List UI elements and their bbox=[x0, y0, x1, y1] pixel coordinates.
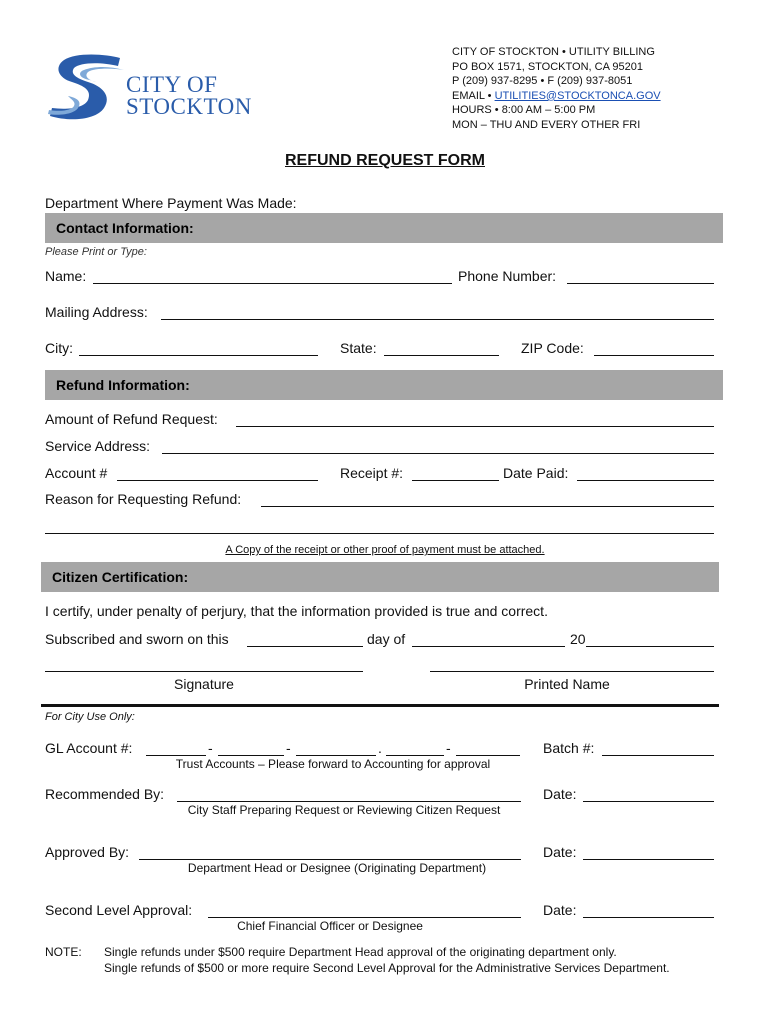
date-paid-field[interactable] bbox=[577, 480, 714, 481]
gl-account-label: GL Account #: bbox=[45, 740, 133, 756]
reason-field-line-1[interactable] bbox=[261, 506, 714, 507]
recommended-by-label: Recommended By: bbox=[45, 786, 165, 802]
logo-line-1: CITY OF bbox=[126, 72, 218, 97]
phone-field[interactable] bbox=[567, 283, 714, 284]
mailing-address-label: Mailing Address: bbox=[45, 304, 148, 320]
note-line-2: Single refunds of $500 or more require Second Level Approval for the Administrative Services Department. bbox=[104, 961, 670, 975]
receipt-label: Receipt #: bbox=[340, 465, 404, 481]
approved-date-label: Date: bbox=[543, 844, 577, 860]
contact-section-header bbox=[45, 213, 723, 243]
day-of-label: day of bbox=[367, 631, 406, 647]
city-logo-mark bbox=[48, 50, 128, 125]
amount-field[interactable] bbox=[236, 426, 714, 427]
name-field[interactable] bbox=[93, 283, 452, 284]
gl-account-field-5[interactable] bbox=[456, 755, 520, 756]
header-line-1: CITY OF STOCKTON • UTILITY BILLING bbox=[452, 46, 655, 58]
printed-name-label: Printed Name bbox=[524, 676, 610, 692]
city-use-divider bbox=[41, 704, 719, 707]
signature-field[interactable] bbox=[45, 671, 363, 672]
gl-sep-3: . bbox=[378, 740, 382, 756]
phone-label: Phone Number: bbox=[458, 268, 557, 284]
recommended-date-label: Date: bbox=[543, 786, 577, 802]
department-label: Department Where Payment Was Made: bbox=[45, 195, 297, 211]
certification-heading: Citizen Certification: bbox=[52, 569, 189, 585]
account-field[interactable] bbox=[117, 480, 318, 481]
zip-label: ZIP Code: bbox=[521, 340, 584, 356]
certification-section-header bbox=[41, 562, 719, 592]
gl-account-field-4[interactable] bbox=[386, 755, 444, 756]
state-field[interactable] bbox=[384, 355, 499, 356]
city-field[interactable] bbox=[79, 355, 318, 356]
second-level-label: Second Level Approval: bbox=[45, 902, 193, 918]
approved-by-field[interactable] bbox=[139, 859, 521, 860]
approved-note: Department Head or Designee (Originating Department) bbox=[187, 861, 487, 875]
receipt-note: A Copy of the receipt or other proof of payment must be attached. bbox=[225, 544, 545, 556]
gl-sep-4: - bbox=[446, 740, 451, 756]
recommended-by-field[interactable] bbox=[177, 801, 521, 802]
reason-label: Reason for Requesting Refund: bbox=[45, 491, 242, 507]
mailing-address-field[interactable] bbox=[161, 319, 714, 320]
batch-field[interactable] bbox=[602, 755, 714, 756]
refund-section-header bbox=[45, 370, 723, 400]
email-link[interactable]: UTILITIES@STOCKTONCA.GOV bbox=[494, 89, 661, 102]
gl-account-field-1[interactable] bbox=[146, 755, 206, 756]
second-level-note: Chief Financial Officer or Designee bbox=[237, 919, 423, 933]
state-label: State: bbox=[340, 340, 377, 356]
contact-header bbox=[452, 45, 661, 133]
amount-label: Amount of Refund Request: bbox=[45, 411, 218, 427]
logo-line-2: STOCKTON bbox=[126, 94, 252, 119]
signature-label: Signature bbox=[174, 676, 234, 692]
note-line-1: Single refunds under $500 require Department Head approval of the originating department only. bbox=[104, 945, 617, 959]
certification-statement: I certify, under penalty of perjury, that the information provided is true and correct. bbox=[45, 603, 548, 619]
contact-heading: Contact Information: bbox=[56, 220, 194, 236]
print-instruction: Please Print or Type: bbox=[45, 246, 147, 258]
printed-name-field[interactable] bbox=[430, 671, 714, 672]
gl-account-field-2[interactable] bbox=[218, 755, 284, 756]
name-label: Name: bbox=[45, 268, 87, 284]
service-address-label: Service Address: bbox=[45, 438, 151, 454]
city-logo bbox=[48, 50, 268, 125]
second-date-field[interactable] bbox=[583, 917, 714, 918]
gl-account-field-3[interactable] bbox=[296, 755, 376, 756]
header-line-3: P (209) 937-8295 • F (209) 937-8051 bbox=[452, 75, 633, 88]
sworn-year-field[interactable] bbox=[586, 646, 714, 647]
date-paid-label: Date Paid: bbox=[503, 465, 569, 481]
recommended-date-field[interactable] bbox=[583, 801, 714, 802]
account-label: Account # bbox=[45, 465, 108, 481]
email-label: EMAIL • bbox=[452, 89, 495, 102]
header-line-5: HOURS • 8:00 AM – 5:00 PM bbox=[452, 104, 596, 117]
sworn-day-field[interactable] bbox=[247, 646, 363, 647]
second-level-field[interactable] bbox=[208, 917, 521, 918]
header-line-2: PO BOX 1571, STOCKTON, CA 95201 bbox=[452, 60, 643, 73]
year-prefix: 20 bbox=[570, 631, 586, 647]
receipt-field[interactable] bbox=[412, 480, 499, 481]
second-date-label: Date: bbox=[543, 902, 577, 918]
sworn-month-field[interactable] bbox=[412, 646, 565, 647]
batch-label: Batch #: bbox=[543, 740, 595, 756]
city-label: City: bbox=[45, 340, 73, 356]
note-label: NOTE: bbox=[45, 945, 82, 959]
sworn-label: Subscribed and sworn on this bbox=[45, 631, 229, 647]
header-email bbox=[452, 89, 661, 104]
trust-accounts-note: Trust Accounts – Please forward to Accounting for approval bbox=[175, 757, 491, 771]
recommended-note: City Staff Preparing Request or Reviewing Citizen Request bbox=[187, 803, 501, 817]
gl-sep-2: - bbox=[286, 740, 291, 756]
refund-heading: Refund Information: bbox=[56, 377, 190, 393]
zip-field[interactable] bbox=[594, 355, 714, 356]
reason-field-line-2[interactable] bbox=[45, 533, 714, 534]
approved-date-field[interactable] bbox=[583, 859, 714, 860]
form-title: REFUND REQUEST FORM bbox=[285, 152, 485, 169]
approved-by-label: Approved By: bbox=[45, 844, 130, 860]
header-line-6: MON – THU AND EVERY OTHER FRI bbox=[452, 118, 641, 131]
service-address-field[interactable] bbox=[162, 453, 714, 454]
gl-sep-1: - bbox=[208, 740, 213, 756]
city-use-heading: For City Use Only: bbox=[45, 711, 135, 723]
